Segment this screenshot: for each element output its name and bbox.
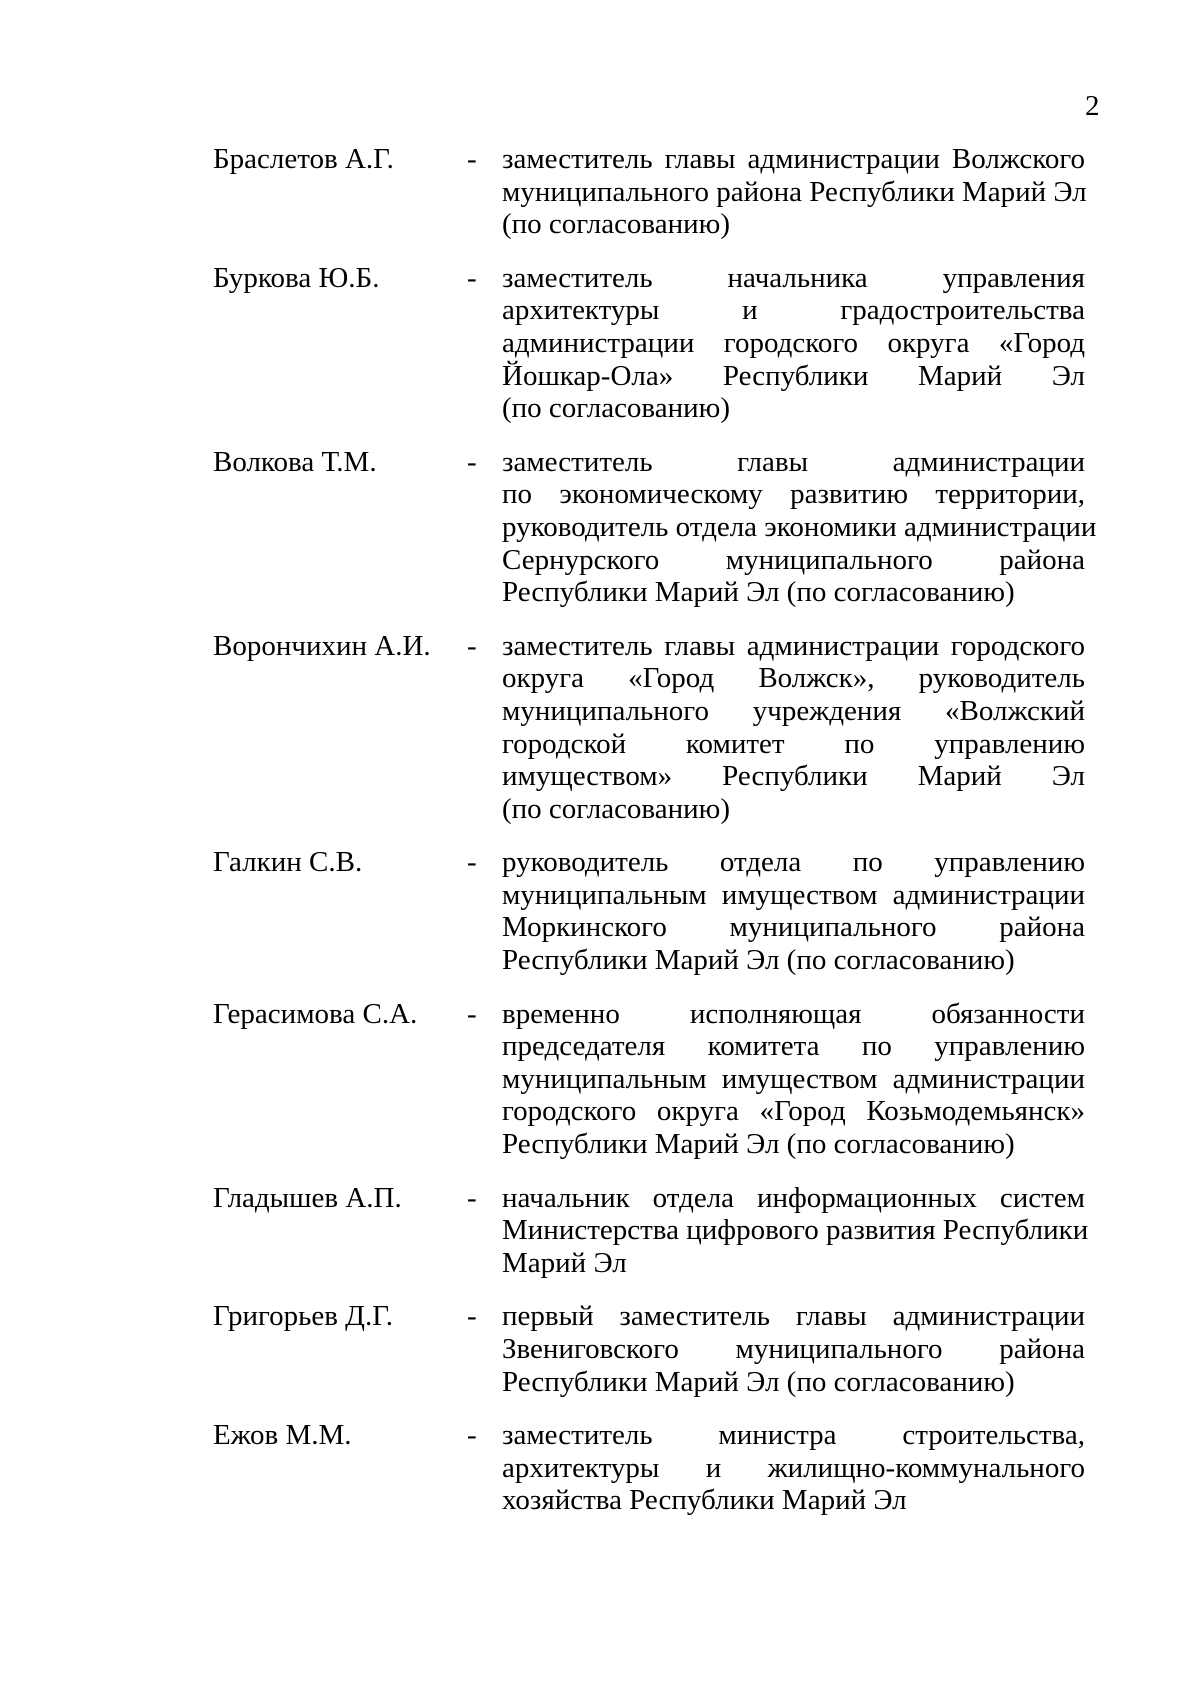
- position-line: Республики Марий Эл (по согласованию): [502, 1365, 1015, 1398]
- position-line: Марий Эл: [502, 1246, 627, 1279]
- member-position: [502, 1419, 1085, 1517]
- dash-separator: -: [467, 1300, 477, 1333]
- position-line: муниципальным имуществом администрации: [502, 878, 1085, 911]
- position-line: администрации городского округа «Город: [502, 326, 1085, 359]
- position-line: по экономическому развитию территории,: [502, 478, 1085, 511]
- position-line: Сернурского муниципального района: [502, 543, 1085, 576]
- member-entry: [0, 998, 1200, 1161]
- position-line: Республики Марий Эл (по согласованию): [502, 576, 1015, 609]
- member-position: [502, 143, 1085, 241]
- position-line: городской комитет по управлению: [502, 727, 1085, 760]
- member-position: [502, 262, 1085, 425]
- position-line: муниципальным имуществом администрации: [502, 1062, 1085, 1095]
- member-name: Ворончихин А.И.: [213, 629, 431, 662]
- position-line: заместитель главы администрации Волжского: [502, 143, 1085, 175]
- member-name: Буркова Ю.Б.: [213, 261, 380, 294]
- dash-separator: -: [467, 143, 477, 175]
- member-name: Гладышев А.П.: [213, 1181, 402, 1214]
- position-line: муниципального района Республики Марий Эл: [502, 175, 1087, 208]
- dash-separator: -: [467, 997, 477, 1030]
- position-line: хозяйства Республики Марий Эл: [502, 1484, 907, 1517]
- member-position: [502, 1181, 1089, 1280]
- dash-separator: -: [467, 1181, 477, 1214]
- member-entry: [0, 262, 1200, 425]
- position-line: руководитель отдела экономики администрации: [502, 510, 1097, 543]
- page-number: 2: [1085, 90, 1100, 122]
- position-line: городского округа «Город Козьмодемьянск»: [502, 1095, 1085, 1128]
- member-position: [502, 630, 1085, 826]
- position-line: имуществом» Республики Марий Эл: [502, 760, 1085, 793]
- dash-separator: -: [467, 445, 477, 478]
- position-line: председателя комитета по управлению: [502, 1030, 1085, 1063]
- position-line: заместитель главы администрации городского: [502, 629, 1085, 662]
- position-line: Моркинского муниципального района: [502, 911, 1085, 944]
- member-entry: [0, 630, 1200, 826]
- member-position: [502, 445, 1097, 609]
- position-line: начальник отдела информационных систем: [502, 1181, 1085, 1214]
- member-position: [502, 846, 1085, 976]
- position-line: муниципального учреждения «Волжский: [502, 694, 1085, 727]
- member-entry: [0, 1182, 1200, 1280]
- member-list: [0, 143, 1200, 1517]
- member-name: Герасимова С.А.: [213, 997, 418, 1030]
- dash-separator: -: [467, 629, 477, 662]
- position-line: заместитель министра строительства,: [502, 1419, 1085, 1452]
- member-name: Григорьев Д.Г.: [213, 1300, 393, 1333]
- position-line: руководитель отдела по управлению: [502, 846, 1085, 879]
- position-line: (по согласованию): [502, 392, 730, 425]
- member-name: Ежов М.М.: [213, 1419, 352, 1452]
- dash-separator: -: [467, 846, 477, 879]
- member-position: [502, 998, 1085, 1161]
- member-entry: [0, 1419, 1200, 1517]
- position-line: Министерства цифрового развития Республики: [502, 1214, 1089, 1247]
- position-line: архитектуры и градостроительства: [502, 294, 1085, 327]
- member-entry: [0, 1300, 1200, 1398]
- member-name: Браслетов А.Г.: [213, 143, 394, 175]
- position-line: Йошкар-Ола» Республики Марий Эл: [502, 359, 1085, 392]
- member-entry: [0, 846, 1200, 976]
- position-line: округа «Город Волжск», руководитель: [502, 662, 1085, 695]
- position-line: Звениговского муниципального района: [502, 1333, 1085, 1365]
- dash-separator: -: [467, 1419, 477, 1452]
- position-line: заместитель начальника управления: [502, 261, 1085, 294]
- position-line: (по согласованию): [502, 792, 730, 825]
- position-line: заместитель главы администрации: [502, 445, 1085, 478]
- position-line: архитектуры и жилищно-коммунального: [502, 1451, 1085, 1484]
- dash-separator: -: [467, 261, 477, 294]
- position-line: Республики Марий Эл (по согласованию): [502, 944, 1015, 977]
- member-entry: [0, 446, 1200, 609]
- member-entry: [0, 143, 1200, 241]
- member-position: [502, 1300, 1085, 1398]
- position-line: первый заместитель главы администрации: [502, 1300, 1085, 1333]
- member-name: Волкова Т.М.: [213, 445, 377, 478]
- position-line: (по согласованию): [502, 208, 730, 241]
- position-line: временно исполняющая обязанности: [502, 997, 1085, 1030]
- member-name: Галкин С.В.: [213, 846, 363, 879]
- position-line: Республики Марий Эл (по согласованию): [502, 1128, 1015, 1161]
